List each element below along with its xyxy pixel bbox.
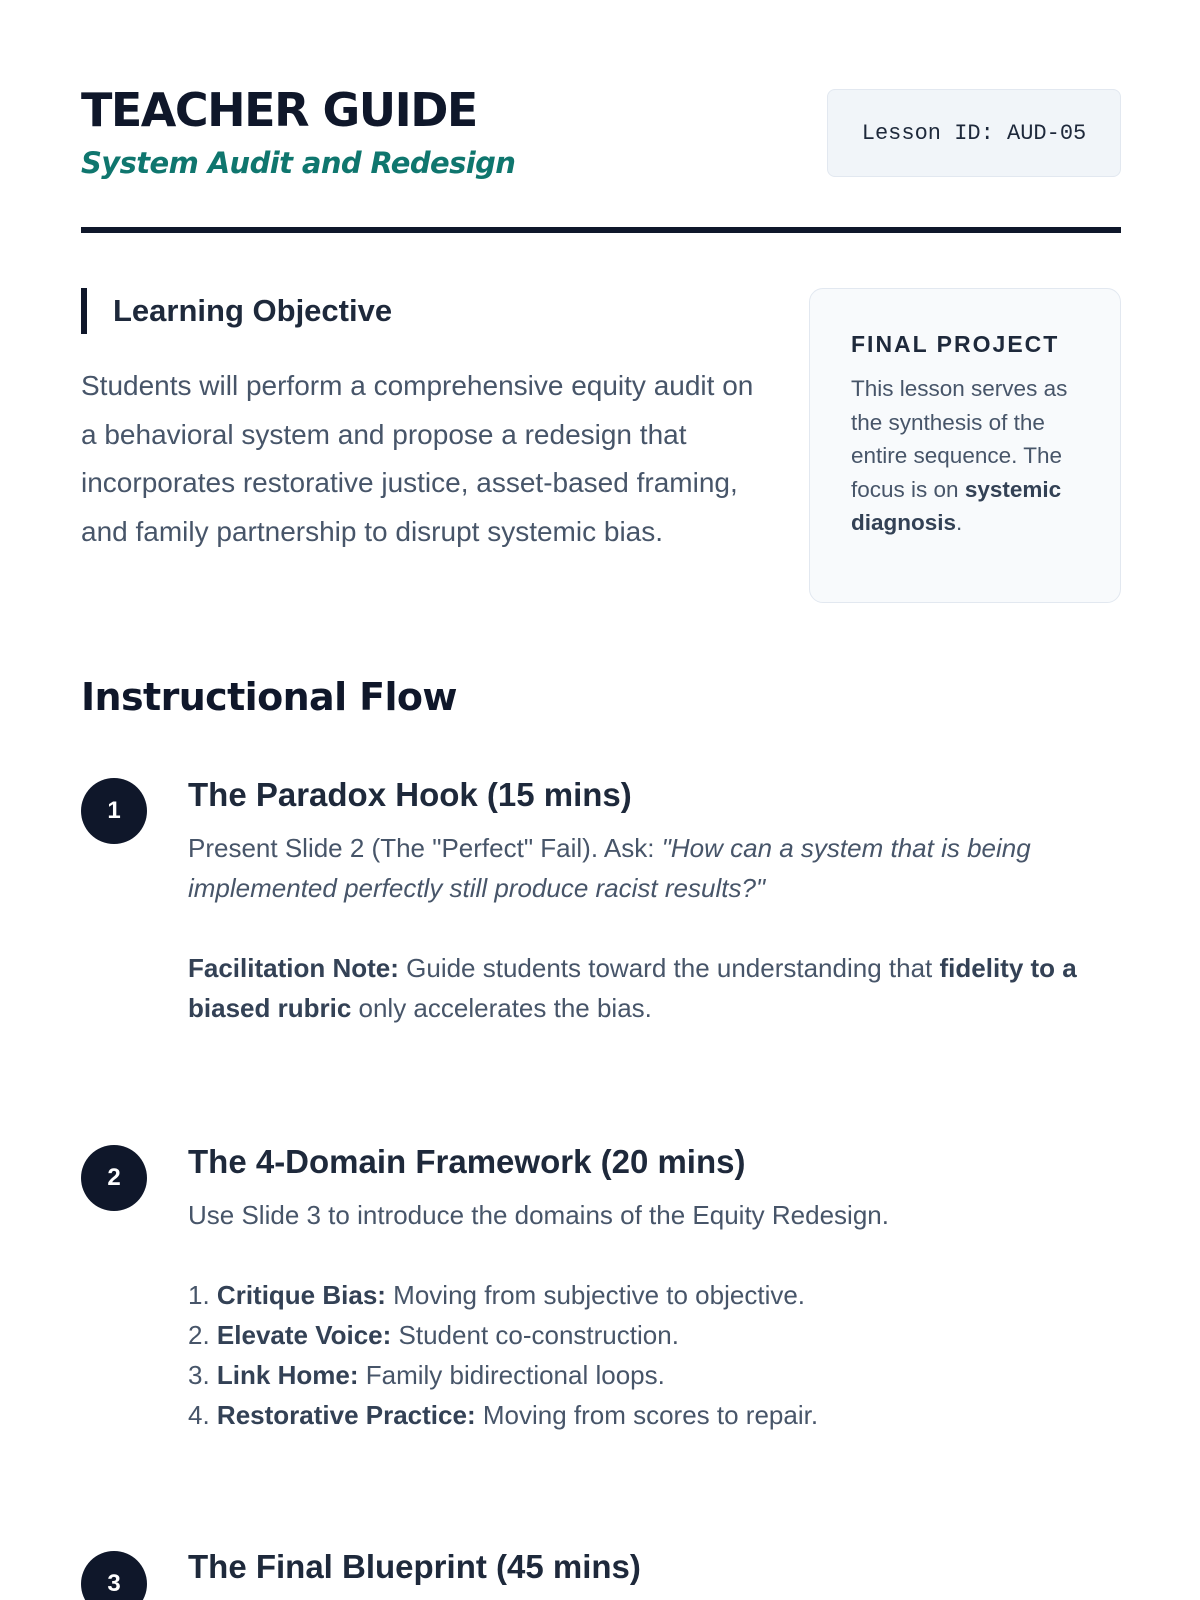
domain-label: Critique Bias:: [216, 1280, 386, 1310]
teacher-guide-page: [81, 0, 1121, 1600]
facilitation-note: [188, 948, 1121, 1028]
domain-text: Moving from scores to repair.: [475, 1400, 819, 1430]
facilitation-note-label: Facilitation Note:: [188, 953, 399, 983]
page-subtitle: System Audit and Redesign: [81, 146, 516, 180]
domain-label: Link Home:: [216, 1360, 359, 1390]
domain-item: [188, 1395, 1121, 1435]
final-project-emphasis: systemic diagnosis: [851, 476, 1062, 535]
step-title: The 4-Domain Framework (20 mins): [188, 1143, 746, 1180]
step-number-badge: 3: [81, 1551, 147, 1600]
domain-item: [188, 1275, 1121, 1315]
lesson-id-badge: Lesson ID: AUD-05: [827, 89, 1121, 177]
step-body: [188, 778, 1121, 1028]
facilitation-note-text: Guide students toward the understanding that: [398, 953, 940, 983]
facilitation-note-emphasis: fidelity to a biased rubric: [188, 953, 1077, 1023]
domain-number: 4.: [188, 1400, 217, 1430]
domain-text: Family bidirectional loops.: [358, 1360, 665, 1390]
final-project-text-end: .: [956, 510, 963, 535]
learning-objective-heading: Learning Objective: [81, 288, 392, 334]
step-title: The Paradox Hook (15 mins): [188, 776, 632, 813]
step-body: [188, 1548, 1121, 1588]
final-project-card: [809, 288, 1121, 603]
domain-label: Restorative Practice:: [216, 1400, 476, 1430]
domain-text: Student co-construction.: [391, 1320, 679, 1350]
domain-number: 1.: [188, 1280, 217, 1310]
final-project-text: [851, 372, 1080, 540]
domain-number: 2.: [188, 1320, 217, 1350]
step-intro: [188, 828, 1121, 908]
domain-item: [188, 1315, 1121, 1355]
step-body: [188, 1145, 1121, 1435]
step-number-badge: 2: [81, 1145, 147, 1211]
final-project-text-start: This lesson serves as the synthesis of the entire sequence. The focus is on: [851, 376, 1068, 502]
domain-item: [188, 1355, 1121, 1395]
step-intro-quote: "How can a system that is being implemented perfectly still produce racist results?": [188, 833, 1031, 903]
header-divider: [81, 227, 1121, 233]
domain-number: 3.: [188, 1360, 217, 1390]
step-title: The Final Blueprint (45 mins): [188, 1548, 641, 1585]
instructional-flow-heading: Instructional Flow: [81, 675, 457, 719]
learning-objective-text: Students will perform a comprehensive equity audit on a behavioral system and propose a redesign that incorporates restorative justice, asset-based framing, and family partnership to disrupt systemic bias.: [81, 370, 754, 547]
step-intro-text: Present Slide 2 (The "Perfect" Fail). Ask:: [188, 833, 662, 863]
page-title: TEACHER GUIDE: [81, 83, 477, 137]
step-intro: Use Slide 3 to introduce the domains of the Equity Redesign.: [188, 1200, 889, 1230]
domain-list: [188, 1275, 1121, 1435]
final-project-label: FINAL PROJECT: [851, 331, 1060, 357]
facilitation-note-text-end: only accelerates the bias.: [351, 993, 652, 1023]
step-number-badge: 1: [81, 778, 147, 844]
domain-text: Moving from subjective to objective.: [385, 1280, 806, 1310]
domain-label: Elevate Voice:: [216, 1320, 392, 1350]
